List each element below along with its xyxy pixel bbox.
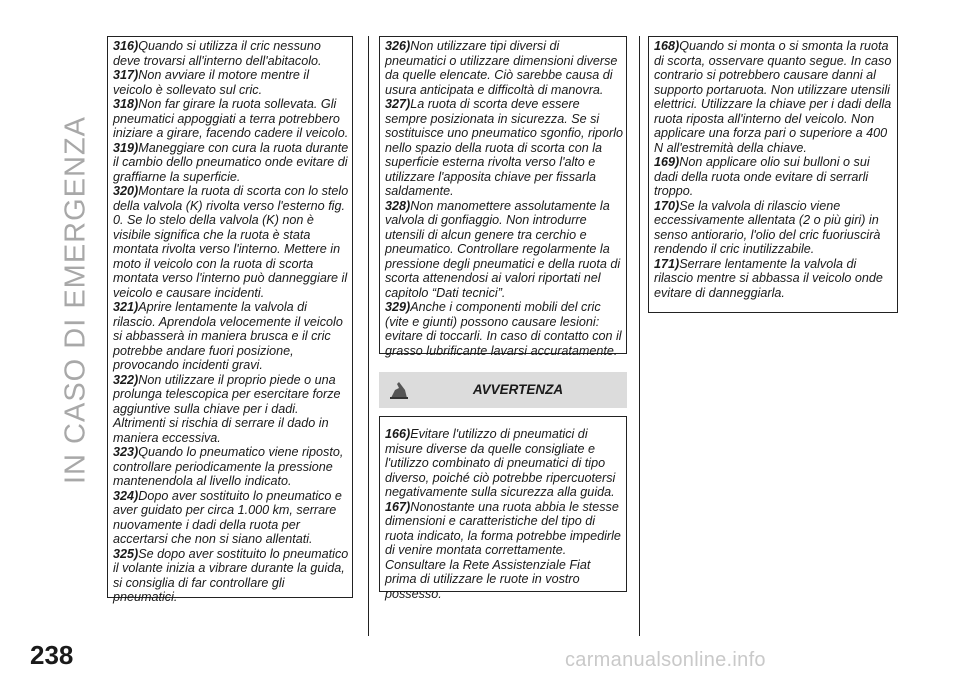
note-text: Quando si monta o si smonta la ruota di scorta, osservare quanto segue. In caso contrario si potrebbero causare danni al supporto portaruota. Non utilizzare utensili elettrici. Utilizzare la chiave per i dadi della ruota riposta all'interno del veicolo. Non applicare una forza pari o superiore a 400 N all'estremità della chiave. [654, 39, 892, 155]
note-number: 326) [385, 39, 411, 53]
note-text: Montare la ruota di scorta con lo stelo della valvola (K) rivolta verso l'esterno fig. 0. Se lo stelo della valvola (K) non è visibile significa che la ruota è stata montata rivolta verso l'interno. Mettere in moto il veicolo con la ruota di scorta montata verso l'interno può danneggiare il veicolo e causare incidenti. [113, 184, 349, 300]
warning-title: AVVERTENZA [472, 382, 564, 397]
note-text: Non avviare il motore mentre il veicolo è sollevato sul cric. [113, 68, 309, 97]
note-paragraph [113, 373, 349, 446]
note-text: Non manomettere assolutamente la valvola di gonfiaggio. Non introdurre utensili di alcun genere tra cerchio e pneumatico. Controllare regolarmente la pressione degli pneumatici e della ruota di scorta attenendosi ai valori riportati nel capitolo “Dati tecnici”. [385, 198, 621, 300]
note-number: 322) [113, 372, 139, 387]
note-number: 324) [113, 488, 139, 503]
note-paragraph [385, 500, 623, 602]
note-number: 329) [385, 300, 411, 314]
note-text: Dopo aver sostituito lo pneumatico e aver guidato per circa 1.000 km, serrare nuovamente i dadi della ruota per accertarsi che non si siano allentati. [113, 488, 342, 546]
note-paragraph [385, 199, 623, 301]
note-paragraph [113, 300, 349, 373]
note-number: 317) [113, 68, 139, 82]
note-text: Non far girare la ruota sollevata. Gli pneumatici appoggiati a terra potrebbero iniziare a girare, facendo cadere il veicolo. [113, 97, 349, 140]
note-paragraph [654, 155, 894, 199]
note-text: Maneggiare con cura la ruota durante il cambio dello pneumatico onde evitare di graffiarne la superficie. [113, 140, 349, 184]
note-text: Se la valvola di rilascio viene eccessivamente allentata (2 o più giri) in senso antiorario, l'olio del cric fuoriuscirà rendendo il cric inutilizzabile. [654, 198, 881, 256]
page-number: 238 [30, 640, 74, 670]
note-paragraph [113, 97, 349, 141]
note-paragraph [385, 300, 623, 358]
note-paragraph [113, 489, 349, 547]
note-text: Non applicare olio sui bulloni o sui dadi della ruota onde evitare di serrarli troppo. [654, 155, 870, 198]
note-number: 318) [113, 97, 139, 111]
note-number: 167) [385, 499, 411, 514]
note-paragraph [654, 39, 894, 155]
note-paragraph [385, 97, 623, 199]
note-number: 319) [113, 140, 139, 155]
note-number: 321) [113, 300, 139, 314]
warning-header [379, 372, 627, 408]
note-paragraph [113, 445, 349, 489]
note-text: Anche i componenti mobili del cric (vite e giunti) possono causare lesioni: evitare di toccarli. In caso di contatto con il grasso lubrificante lavarsi accuratamente. [385, 300, 622, 358]
column-divider-right [639, 36, 640, 636]
note-number: 325) [113, 546, 139, 561]
note-number: 170) [654, 198, 680, 213]
note-paragraph [113, 547, 349, 605]
note-number: 327) [385, 97, 411, 111]
note-text: Non utilizzare il proprio piede o una prolunga telescopica per esercitare forze aggiuntive sulla chiave per i dadi. Altrimenti si rischia di serrare il dado in maniera eccessiva. [113, 372, 341, 445]
note-paragraph [113, 184, 349, 300]
caution-box-column1 [107, 36, 353, 604]
column1-list [113, 39, 349, 605]
note-paragraph [113, 68, 349, 97]
note-text: Non utilizzare tipi diversi di pneumatici o utilizzare dimensioni diverse da quelle elencate. Ciò sarebbe causa di usura anticipata e difficoltà di manovra. [385, 39, 618, 97]
note-text: Quando si utilizza il cric nessuno deve trovarsi all'interno dell'abitacolo. [113, 39, 322, 68]
note-number: 328) [385, 198, 411, 213]
note-paragraph [113, 39, 349, 68]
section-title: IN CASO DI EMERGENZA [59, 115, 92, 485]
note-paragraph [654, 257, 894, 301]
caution-box-column2 [379, 36, 627, 358]
warning-list [385, 427, 623, 601]
note-number: 168) [654, 39, 680, 53]
note-text: Se dopo aver sostituito lo pneumatico il volante inizia a vibrare durante la guida, si consiglia di far controllare gli pneumatici. [113, 546, 349, 604]
caution-box-column3 [648, 36, 898, 313]
column-divider-left [368, 36, 369, 636]
note-number: 316) [113, 39, 139, 53]
note-text: Evitare l'utilizzo di pneumatici di misure diverse da quelle consigliate e l'utilizzo combinato di pneumatici di tipo diverso, poiché ciò potrebbe ripercuotersi negativamente sulla sicurezza alla guida. [385, 427, 616, 499]
note-text: Serrare lentamente la valvola di rilascio mentre si abbassa il veicolo onde evitare di danneggiarla. [654, 256, 883, 300]
note-paragraph [385, 39, 623, 97]
note-text: Aprire lentamente la valvola di rilascio. Aprendola velocemente il veicolo si abbasserà in maniera brusca e il cric potrebbe andare fuori posizione, provocando incidenti gravi. [113, 300, 343, 372]
note-number: 323) [113, 445, 139, 459]
note-paragraph [654, 199, 894, 257]
note-paragraph [385, 427, 623, 500]
note-text: La ruota di scorta deve essere sempre posizionata in sicurezza. Se si sostituisce uno pneumatico sgonfio, riporlo nello spazio della ruota di scorta con la superficie esterna rivolta verso l'alto e utilizzare l'apposita chiave per fissarla saldamente. [385, 97, 624, 198]
note-text: Quando lo pneumatico viene riposto, controllare periodicamente la pressione mantenendola al livello indicato. [113, 445, 344, 488]
note-number: 169) [654, 155, 680, 169]
note-number: 320) [113, 184, 139, 198]
note-text: Nonostante una ruota abbia le stesse dimensioni e caratteristiche del tipo di ruota indicato, la forma potrebbe impedirle di venire montata correttamente. Consultare la Rete Assistenziale Fiat prima di utilizzare le ruote in vostro possesso. [385, 499, 621, 601]
note-number: 166) [385, 427, 411, 441]
column3-list [654, 39, 894, 300]
warning-box [379, 416, 627, 601]
watermark: carmanualsonline.info [565, 649, 766, 671]
column2-list [385, 39, 623, 358]
note-number: 171) [654, 256, 680, 271]
note-paragraph [113, 141, 349, 185]
